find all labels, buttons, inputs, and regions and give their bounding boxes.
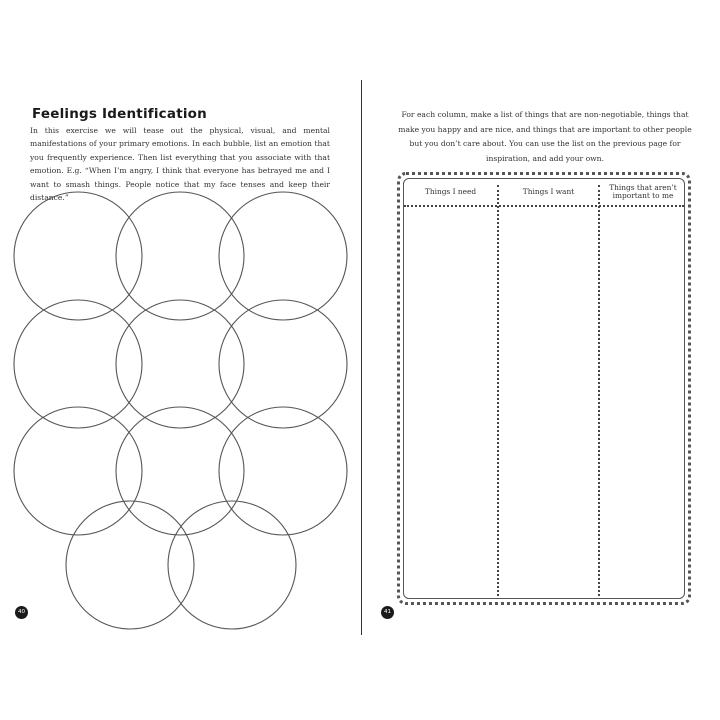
column-divider [497,185,499,596]
page-number: 41 [381,606,394,619]
emotion-bubble [219,300,347,428]
page-number: 40 [15,606,28,619]
column-header-not-important: Things that aren’t important to me [609,182,677,200]
emotion-bubble [219,407,347,535]
emotion-bubble [219,192,347,320]
emotion-bubble [116,192,244,320]
page-title: Feelings Identification [32,106,207,122]
emotion-bubble [66,501,194,629]
emotion-bubble [116,407,244,535]
needs-wants-table [397,172,691,605]
emotion-bubble [14,192,142,320]
emotion-bubble [168,501,296,629]
emotion-bubble [14,407,142,535]
table-inner-border [403,178,685,599]
column-divider [598,185,600,596]
emotion-bubble [14,300,142,428]
right-page [362,0,720,720]
emotion-bubble [116,300,244,428]
intro-paragraph: In this exercise we will tease out the physical, visual, and mental manifestations of your primary emotions. In each bubble, list an emotion that you frequently experience. Then list everything that you associate with that emotion. E.g. “When I’m angry, I think that everyone has betrayed me and I want to smash things. People notice that my face tenses and keep their distance.” [30,126,330,203]
header-divider [404,205,684,207]
column-header-wants: Things I want [522,186,575,196]
column-header-needs: Things I need [424,186,477,196]
instructions-paragraph: For each column, make a list of things that are non-negotiable, things that make you happy and are nice, and things that are important to other people but you don’t care about. You can use the list on the previous page for inspiration, and add your own. [398,110,692,163]
